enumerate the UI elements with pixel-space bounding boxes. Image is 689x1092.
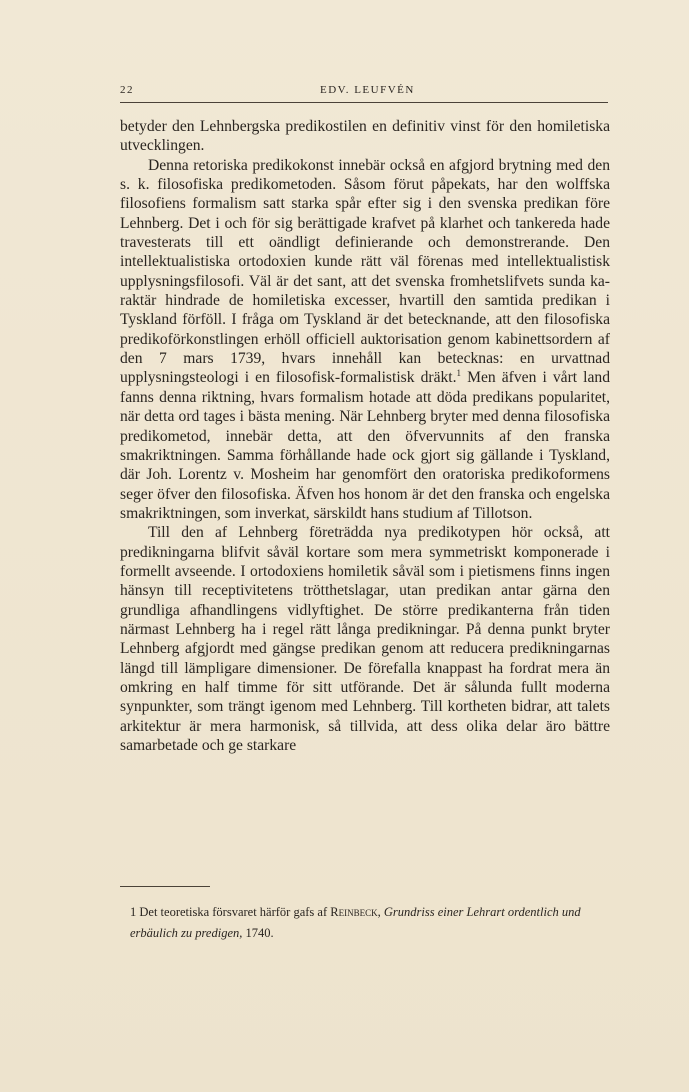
footnote	[130, 902, 618, 944]
footnote-year: 1740.	[245, 926, 274, 940]
footnote-divider	[120, 886, 210, 887]
footnote-text: Det teoretiska försvaret härför gafs af	[139, 905, 328, 919]
paragraph-1: betyder den Lehnbergska predikostilen en definitiv vinst för den homiletiska utvecklingen.	[120, 118, 610, 155]
paragraph-2: Denna retoriska predikokonst innebär också en afgjord brytning med den s. k. filosofiska predikometoden. Såsom förut påpekats, har den wolffska filosofiens formalism satt starka spår efter sig i den svenska predikan före Lehnberg. Det i och för sig berättigade krafvet på klarhet och tankereda hade travesterats till ett oändligt definierande och demonstrerande. Den intellektualistiska ortodoxien kunde rätt väl förenas med intellektualistisk upplysningsfilosofi. Väl är det sant, att det svenska fromhetslifvets sunda karaktär hindrade de homiletiska excesser, hvartill den samtida predikan i Tyskland förföll. I fråga om Tyskland är det betecknande, att den filosofiska predikoförkonstlingen erhöll officiell auktorisation genom kabinettsordern af den 7 mars 1739, hvars innehåll kan betecknas: en urvattnad upplysningsteologi i en filosofisk-formalistisk dräkt.$^1$ Men äfven i vårt land fanns denna riktning, hvars formalism hotade att döda predikans popularitet, när detta ord tages i bästa mening. När Lehnberg bryter med denna filosofiska predikometod, innebär detta, att den öfvervunnits af den franska smakriktningen. Samma förhållande hade ock gjort sig gällande i Tyskland, där Joh. Lorentz v. Mosheim har genomfört den oratoriska predikoformens seger öfver den filosofiska. Äfven hos honom är det den franska och engelska smakriktningen, som inverkat, särskildt hans studium af Tillotson.	[120, 156, 610, 522]
page-number: 22	[120, 84, 134, 96]
footnote-reference[interactable]: 1	[456, 368, 462, 379]
footnote-author: Reinbeck,	[330, 905, 381, 919]
paragraph-3: Till den af Lehnberg företrädda nya predikotypen hör också, att predikningarna blifvit såväl kortare som mera symmetriskt komponerade i formellt avseende. I ortodoxiens homiletik såväl som i pietismens finns ingen hänsyn till receptivitetens trötthetslagar, utan predikan antar gärna den grundliga afhandlingens vidlyftighet. De större predikanterna från tiden närmast Lehnberg ha i regel rätt långa predikningar. På denna punkt bryter Lehnberg afgjordt med gängse predikan genom att reducera predikningarnas längd till lämpligare dimensioner. De förefalla knappast ha fordrat mera än omkring en half timme för sitt utförande. Det är sålunda fullt moderna synpunkter, som trängt igenom med Lehnberg. Till kortheten bidrar, att talets arkitektur är mera harmonisk, så tillvida, att dess olika delar äro bättre samarbetade och ge starkare	[120, 524, 610, 754]
running-title: EDV. LEUFVÉN	[320, 84, 415, 96]
footnote-marker: 1	[130, 905, 137, 919]
running-head	[120, 84, 608, 103]
body-text	[120, 117, 610, 755]
footnote-title: Grundriss einer Lehrart ordentlich und erbäulich zu predigen,	[130, 905, 581, 940]
